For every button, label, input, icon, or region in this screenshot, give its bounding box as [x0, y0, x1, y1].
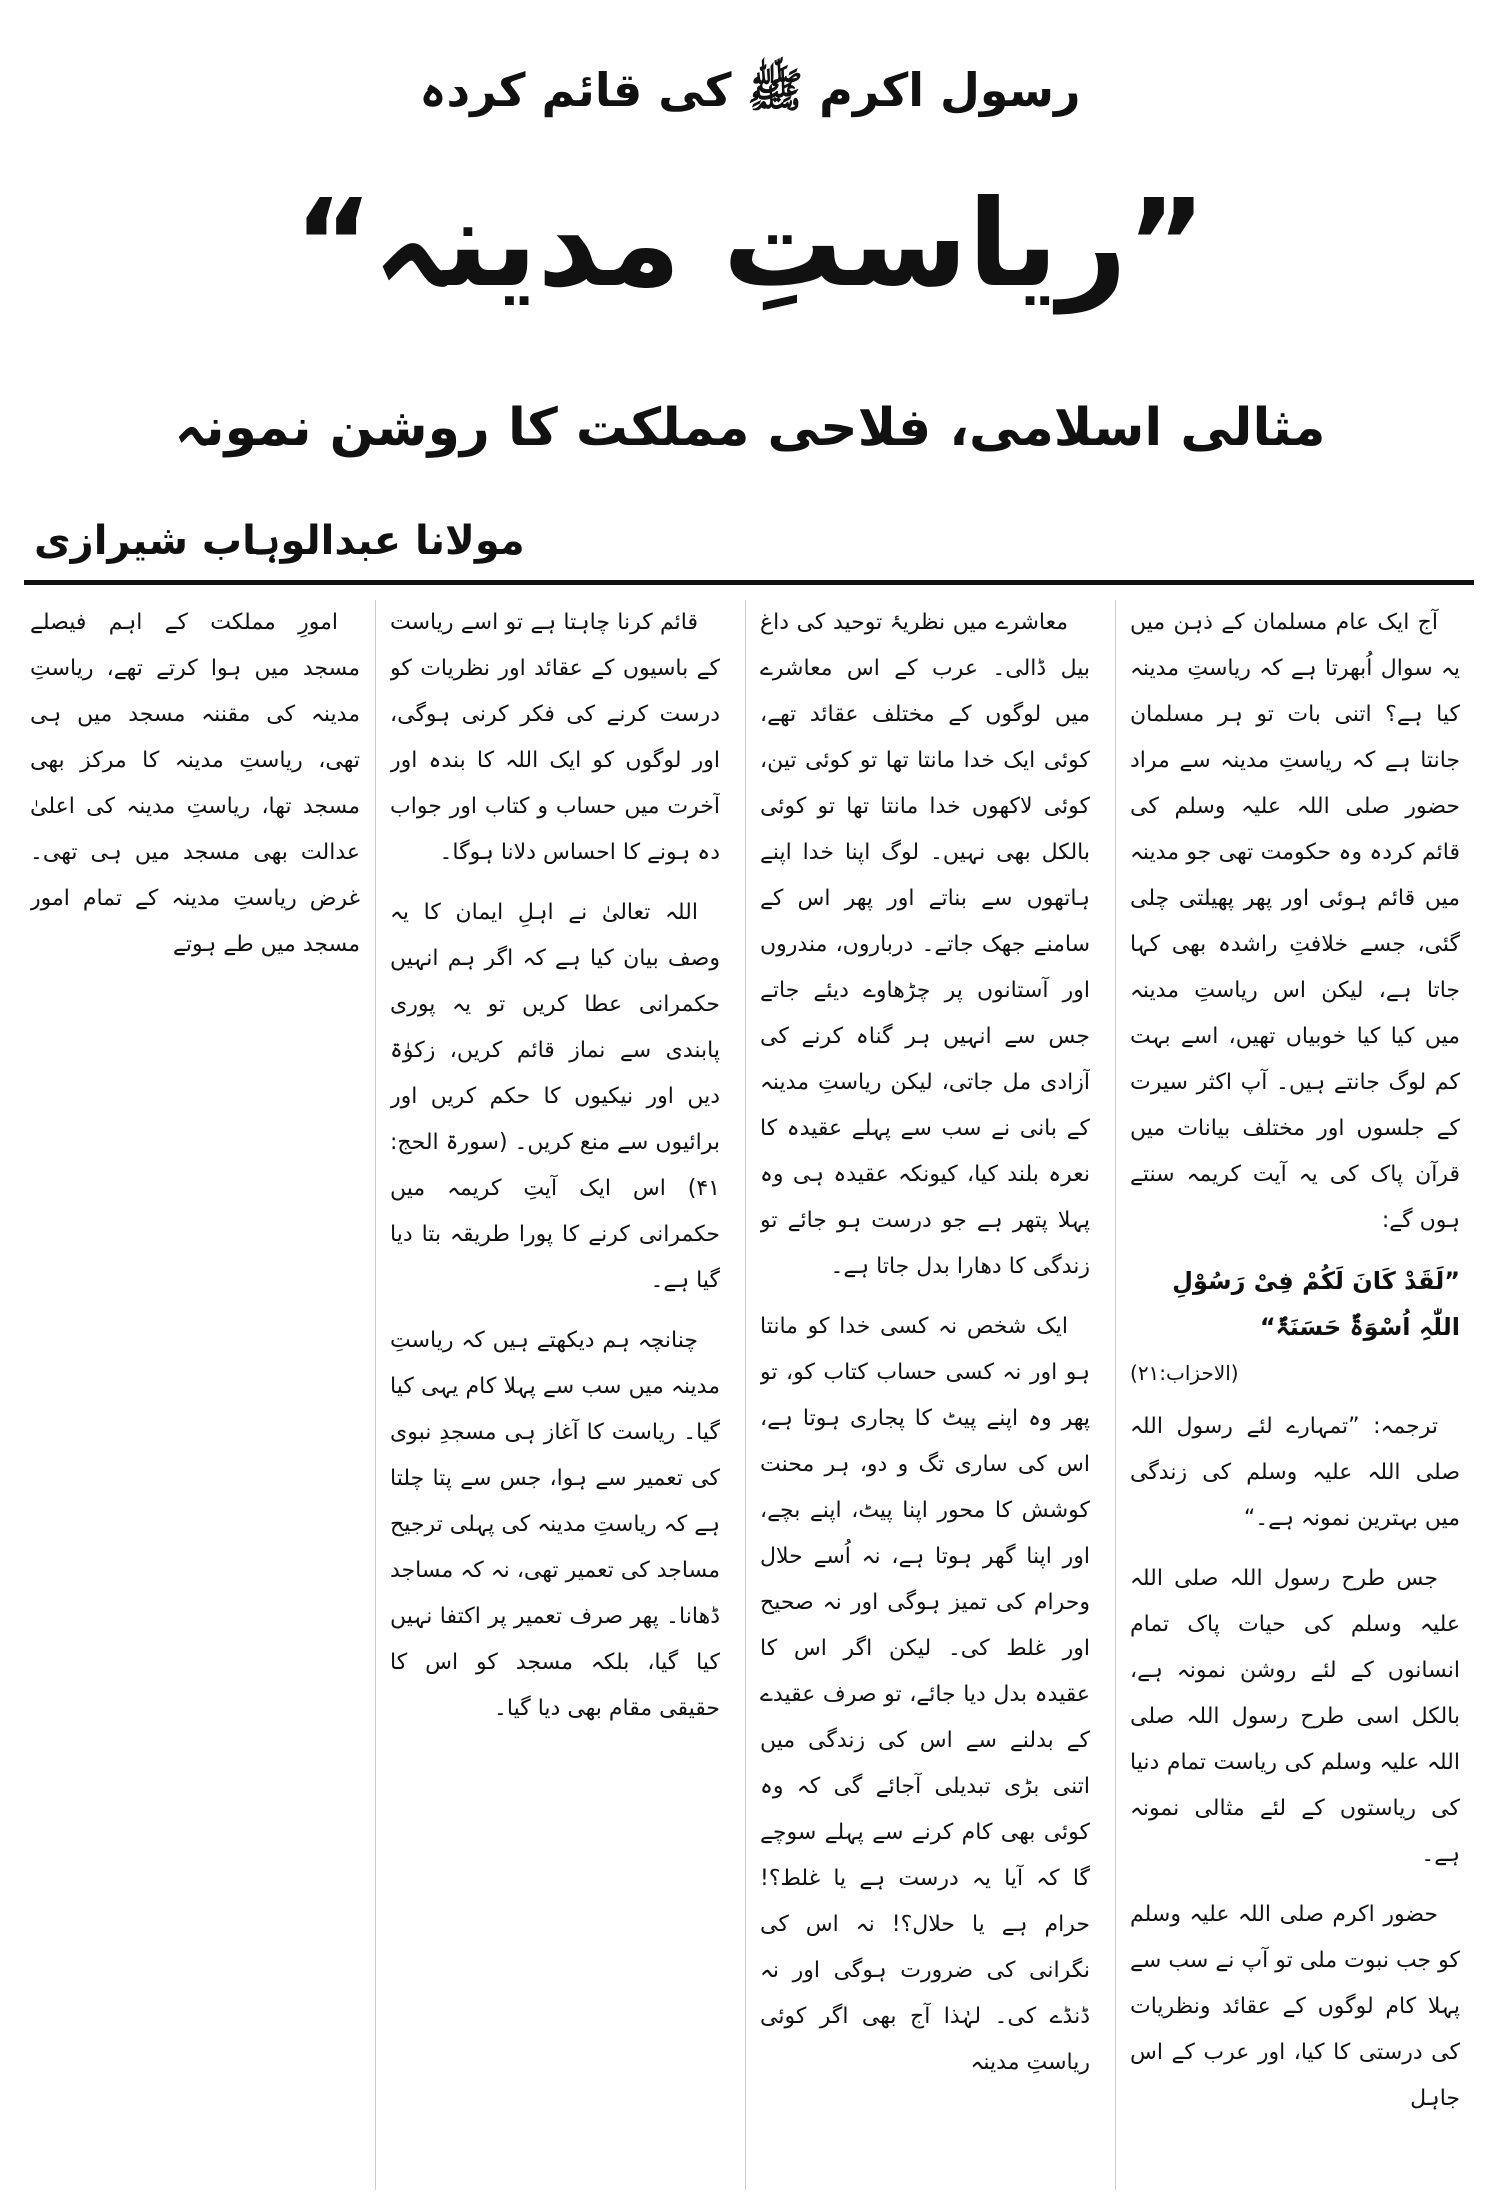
author-byline: مولانا عبدالوہاب شیرازی [34, 518, 525, 564]
article-kicker: رسول اکرم ﷺ کی قائم کردہ [419, 63, 1081, 117]
paragraph: حضور اکرم صلی اللہ علیہ وسلم کو جب نبوت ملی تو آپ نے سب سے پہلا کام لوگوں کے عقائد ونظریات کی درستی کا کیا، اور عرب کے اس جاہل [1130, 1902, 1460, 2111]
paragraph: معاشرے میں نظریۂ توحید کی داغ بیل ڈالی۔ عرب کے اس معاشرے میں لوگوں کے مختلف عقائد تھے، کوئی ایک خدا مانتا تھا تو کوئی تین، کوئی لاکھوں خدا مانتا تھا تو کوئی بالکل بھی نہیں۔ لوگ اپنا خدا اپنے ہاتھوں سے بناتے اور پھر اس کے سامنے جھک جاتے۔ درباروں، مندروں اور آستانوں پر چڑھاوے دیئے جاتے جس سے انہیں ہر گناہ کرنے کی آزادی مل جاتی، لیکن ریاستِ مدینہ کے بانی نے سب سے پہلے عقیدہ کا نعرہ بلند کیا، کیونکہ عقیدہ ہی وہ پہلا پتھر ہے جو درست ہو جائے تو زندگی کا دھارا بدل جاتا ہے۔ [760, 610, 1090, 1279]
article-title: ”ریاستِ مدینہ“ [294, 175, 1206, 314]
quran-verse: ”لَقَدْ کَانَ لَکُمْ فِیْ رَسُوْلِ اللّٰہِ اُسْوَۃٌ حَسَنَۃٌ“ [1172, 1267, 1460, 1341]
paragraph: آج ایک عام مسلمان کے ذہن میں یہ سوال اُبھرتا ہے کہ ریاستِ مدینہ کیا ہے؟ اتنی بات تو ہر مسلمان جانتا ہے کہ ریاستِ مدینہ سے مراد حضور صلی اللہ علیہ وسلم کی قائم کردہ وہ حکومت تھی جو مدینہ میں قائم ہوئی اور پھر پھیلتی چلی گئی، جسے خلافتِ راشدہ بھی کہا جاتا ہے، لیکن اس ریاستِ مدینہ میں کیا کیا خوبیاں تھیں، اسے بہت کم لوگ جانتے ہیں۔ آپ اکثر سیرت کے جلسوں اور مختلف بیانات میں قرآن پاک کی یہ آیت کریمہ سنتے ہوں گے: [1130, 610, 1460, 1233]
verse-translation: ترجمہ: ”تمہارے لئے رسول اللہ صلی اللہ علیہ وسلم کی زندگی میں بہترین نمونہ ہے۔“ [1130, 1414, 1460, 1531]
verse-reference: (الاحزاب:۲۱) [1130, 1361, 1239, 1385]
article-subtitle: مثالی اسلامی، فلاحی مملکت کا روشن نمونہ [174, 398, 1326, 458]
article-column-3 [390, 600, 720, 2190]
paragraph: قائم کرنا چاہتا ہے تو اسے ریاست کے باسیوں کے عقائد اور نظریات کو درست کرنے کی فکر کرنی ہوگی، اور لوگوں کو ایک اللہ کا بندہ اور آخرت میں حساب و کتاب اور جواب دہ ہونے کا احساس دلانا ہوگا۔ [390, 610, 720, 865]
column-divider [745, 600, 746, 2190]
article-column-1 [1130, 600, 1460, 2190]
paragraph: جس طرح رسول اللہ صلی اللہ علیہ وسلم کی حیات پاک تمام انسانوں کے لئے روشن نمونہ ہے، بالکل اسی طرح رسول اللہ صلی اللہ علیہ وسلم کی ریاست تمام دنیا کی ریاستوں کے لئے مثالی نمونہ ہے۔ [1130, 1566, 1460, 1867]
article-column-4 [30, 600, 360, 2190]
paragraph: ایک شخص نہ کسی خدا کو مانتا ہو اور نہ کسی حساب کتاب کو، تو پھر وہ اپنے پیٹ کا پجاری ہوتا ہے، اس کی ساری تگ و دو، ہر محنت کوشش کا محور اپنا پیٹ، اپنے بچے، اور اپنا گھر ہوتا ہے، نہ اُسے حلال وحرام کی تمیز ہوگی اور نہ صحیح اور غلط کی۔ لیکن اگر اس کا عقیدہ بدل دیا جائے، تو صرف عقیدے کے بدلنے سے اس کی زندگی میں اتنی بڑی تبدیلی آجائے گی کہ وہ کوئی بھی کام کرنے سے پہلے سوچے گا کہ آیا یہ درست ہے یا غلط؟! حرام ہے یا حلال؟! نہ اس کی نگرانی کی ضرورت ہوگی اور نہ ڈنڈے کی۔ لہٰذا آج بھی اگر کوئی ریاستِ مدینہ [760, 1314, 1090, 2075]
paragraph: چنانچہ ہم دیکھتے ہیں کہ ریاستِ مدینہ میں سب سے پہلا کام یہی کیا گیا۔ ریاست کا آغاز ہی مسجدِ نبوی کی تعمیر سے ہوا، جس سے پتا چلتا ہے کہ ریاستِ مدینہ کی پہلی ترجیح مساجد کی تعمیر تھی، نہ کہ مساجد ڈھانا۔ پھر صرف تعمیر پر اکتفا نہیں کیا گیا، بلکہ مسجد کو اس کا حقیقی مقام بھی دیا گیا۔ [390, 1328, 720, 1721]
header-rule [24, 580, 1474, 585]
article-column-2 [760, 600, 1090, 2190]
paragraph: امورِ مملکت کے اہم فیصلے مسجد میں ہوا کرتے تھے، ریاستِ مدینہ کی مقننہ مسجد میں ہی تھی، ریاستِ مدینہ کا مرکز بھی مسجد تھا، ریاستِ مدینہ کی اعلیٰ عدالت بھی مسجد میں ہی تھی۔ غرض ریاستِ مدینہ کے تمام امور مسجد میں طے ہوتے [30, 610, 360, 957]
column-divider [375, 600, 376, 2190]
column-divider [1115, 600, 1116, 2190]
paragraph: اللہ تعالیٰ نے اہلِ ایمان کا یہ وصف بیان کیا ہے کہ اگر ہم انہیں حکمرانی عطا کریں تو یہ پوری پابندی سے نماز قائم کریں، زکوٰۃ دیں اور نیکیوں کا حکم کریں اور برائیوں سے منع کریں۔ (سورۃ الحج: ۴۱) اس ایک آیتِ کریمہ میں حکمرانی کرنے کا پورا طریقہ بتا دیا گیا ہے۔ [390, 900, 720, 1293]
